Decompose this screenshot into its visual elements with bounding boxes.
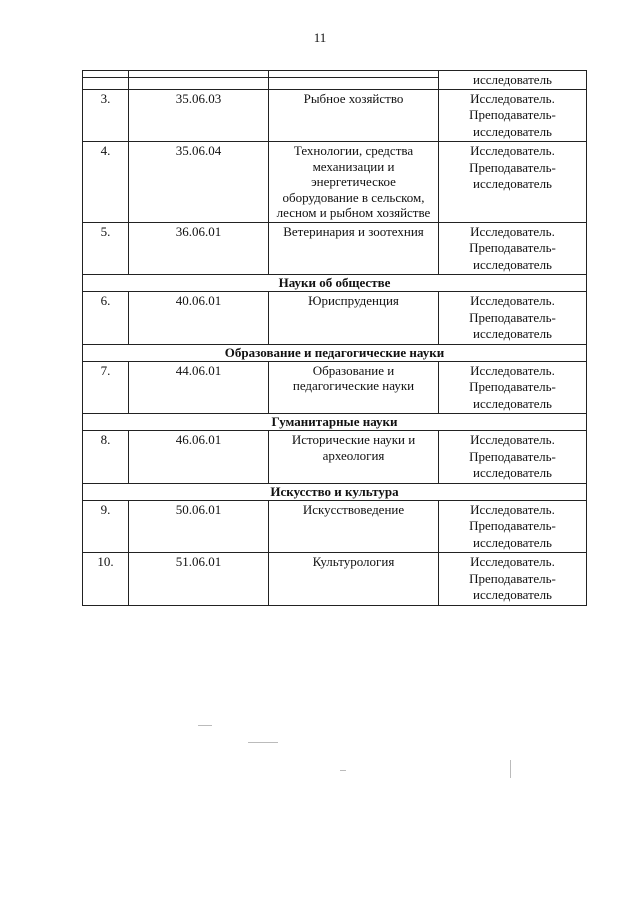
- program-name: Искусствоведение: [269, 500, 439, 553]
- scan-speck: [198, 725, 212, 726]
- section-title: Гуманитарные науки: [83, 414, 587, 431]
- program-name: Культурология: [269, 553, 439, 606]
- section-title: Искусство и культура: [83, 483, 587, 500]
- program-code: 50.06.01: [129, 500, 269, 553]
- table-header-stub: [83, 71, 587, 78]
- row-number: 4.: [83, 142, 129, 223]
- table-row: [83, 431, 587, 484]
- qualification: Исследователь. Преподаватель-исследователь: [439, 292, 587, 345]
- program-name: Технологии, средства механизации и энергетическое оборудование в сельском, лесном и рыбном хозяйстве: [269, 142, 439, 223]
- section-header-row: [83, 344, 587, 361]
- scan-speck: [510, 760, 511, 778]
- row-number: 9.: [83, 500, 129, 553]
- section-title: Науки об обществе: [83, 275, 587, 292]
- section-title: Образование и педагогические науки: [83, 344, 587, 361]
- table-row: [83, 142, 587, 223]
- table-row: [83, 361, 587, 414]
- qualifications-table: [82, 70, 587, 606]
- row-number: 7.: [83, 361, 129, 414]
- table-row: [83, 292, 587, 345]
- program-code: 44.06.01: [129, 361, 269, 414]
- row-number: 5.: [83, 222, 129, 275]
- program-name: Ветеринария и зоотехния: [269, 222, 439, 275]
- qualification: Исследователь. Преподаватель-исследователь: [439, 553, 587, 606]
- scan-speck: [248, 742, 278, 743]
- program-code: 40.06.01: [129, 292, 269, 345]
- program-code: 35.06.04: [129, 142, 269, 223]
- program-name: Рыбное хозяйство: [269, 89, 439, 142]
- row-number: 10.: [83, 553, 129, 606]
- continuation-qualification: исследователь: [473, 72, 552, 87]
- program-code: 51.06.01: [129, 553, 269, 606]
- qualification: Исследователь. Преподаватель-исследователь: [439, 89, 587, 142]
- qualification: Исследователь. Преподаватель-исследователь: [439, 142, 587, 223]
- section-header-row: [83, 275, 587, 292]
- program-code: 46.06.01: [129, 431, 269, 484]
- section-header-row: [83, 414, 587, 431]
- row-number: 8.: [83, 431, 129, 484]
- table-row: [83, 222, 587, 275]
- row-number: 3.: [83, 89, 129, 142]
- program-name: Юриспруденция: [269, 292, 439, 345]
- section-header-row: [83, 483, 587, 500]
- table-row: [83, 553, 587, 606]
- table-row: [83, 89, 587, 142]
- scan-speck: [340, 770, 346, 771]
- row-number: 6.: [83, 292, 129, 345]
- program-name: Исторические науки и археология: [269, 431, 439, 484]
- table-body: [83, 71, 587, 606]
- qualification: Исследователь. Преподаватель-исследователь: [439, 500, 587, 553]
- program-code: 35.06.03: [129, 89, 269, 142]
- page-number: 11: [313, 30, 327, 45]
- table-row: [83, 500, 587, 553]
- qualification: Исследователь. Преподаватель-исследователь: [439, 361, 587, 414]
- program-name: Образование и педагогические науки: [269, 361, 439, 414]
- program-code: 36.06.01: [129, 222, 269, 275]
- qualification: Исследователь. Преподаватель-исследователь: [439, 222, 587, 275]
- qualification: Исследователь. Преподаватель-исследователь: [439, 431, 587, 484]
